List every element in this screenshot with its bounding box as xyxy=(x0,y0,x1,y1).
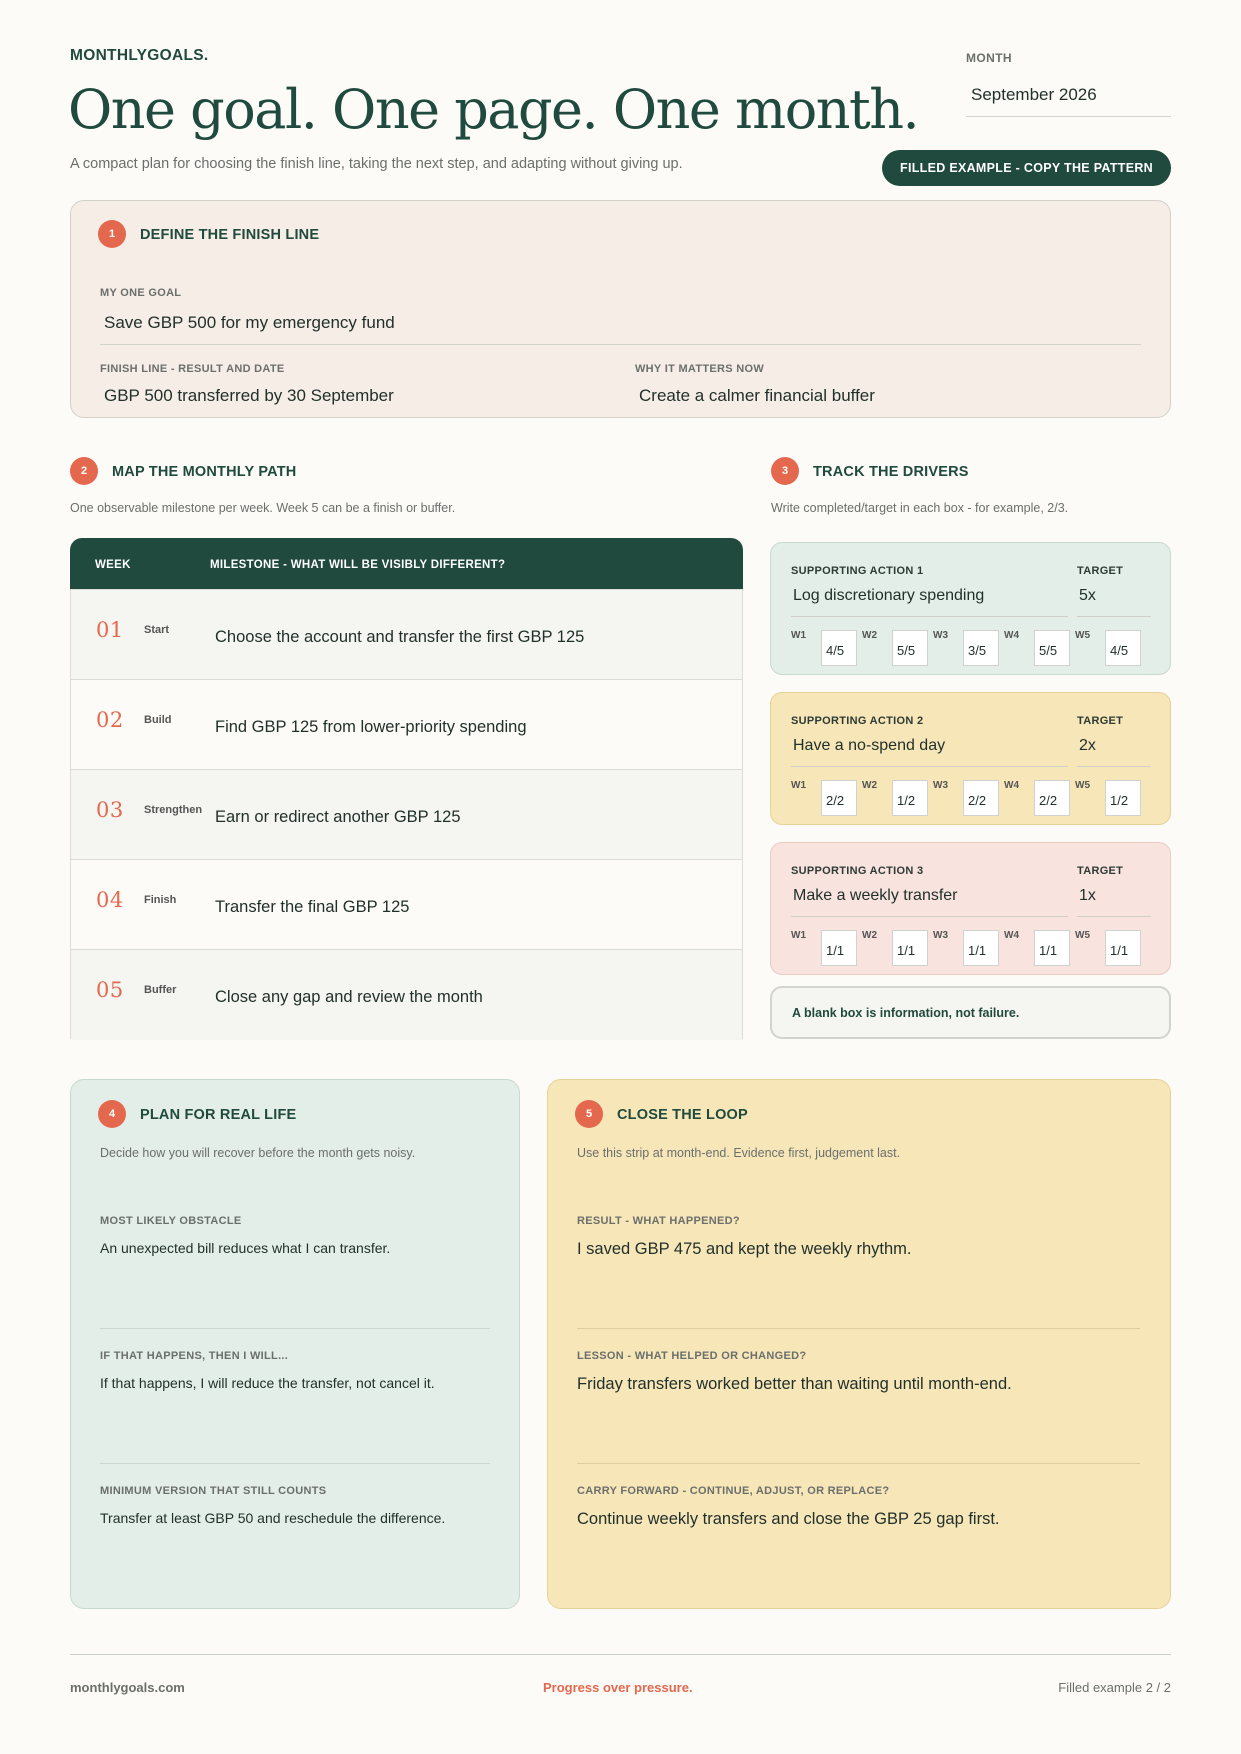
carry-forward-field[interactable]: Continue weekly transfers and close the GBP 25 gap first. xyxy=(577,1510,1000,1528)
driver-target-field[interactable]: 5x xyxy=(1077,587,1151,617)
section-title: MAP THE MONTHLY PATH xyxy=(112,464,297,480)
week-label: W3 xyxy=(933,780,948,791)
week-tally-box[interactable]: 3/5 xyxy=(963,630,999,666)
define-finish-line-card xyxy=(70,200,1171,418)
section-title: PLAN FOR REAL LIFE xyxy=(140,1107,297,1123)
week-tally-box[interactable]: 4/5 xyxy=(1105,630,1141,666)
if-then-label: IF THAT HAPPENS, THEN I WILL... xyxy=(100,1350,289,1362)
week-label: W1 xyxy=(791,930,806,941)
footer-tagline: Progress over pressure. xyxy=(543,1680,693,1695)
target-label: TARGET xyxy=(1077,715,1124,727)
week-stage: Build xyxy=(144,714,172,726)
week-stage: Strengthen xyxy=(144,804,203,816)
milestone-field[interactable]: Close any gap and review the month xyxy=(215,988,483,1006)
close-the-loop-card xyxy=(547,1079,1171,1609)
finish-line-field[interactable]: GBP 500 transferred by 30 September xyxy=(100,386,606,418)
goal-field[interactable]: Save GBP 500 for my emergency fund xyxy=(100,313,1141,345)
week-tally-box[interactable]: 2/2 xyxy=(1034,780,1070,816)
week-tally-box[interactable]: 2/2 xyxy=(821,780,857,816)
table-row xyxy=(71,770,742,860)
section-number-badge: 1 xyxy=(98,220,126,248)
result-field[interactable]: I saved GBP 475 and kept the weekly rhythm. xyxy=(577,1240,912,1258)
goal-label: MY ONE GOAL xyxy=(100,287,182,299)
lesson-label: LESSON - WHAT HELPED OR CHANGED? xyxy=(577,1350,807,1362)
footer-site: monthlygoals.com xyxy=(70,1680,185,1695)
week-number: 05 xyxy=(96,978,124,1002)
target-label: TARGET xyxy=(1077,865,1124,877)
week-number: 04 xyxy=(96,888,124,912)
week-tally-box[interactable]: 5/5 xyxy=(892,630,928,666)
filled-example-badge: FILLED EXAMPLE - COPY THE PATTERN xyxy=(882,150,1171,186)
week-label: W5 xyxy=(1075,630,1090,641)
week-label: W2 xyxy=(862,930,877,941)
table-row xyxy=(71,950,742,1040)
result-label: RESULT - WHAT HAPPENED? xyxy=(577,1215,740,1227)
table-row xyxy=(71,680,742,770)
section-title: TRACK THE DRIVERS xyxy=(813,464,969,480)
driver-action-field[interactable]: Have a no-spend day xyxy=(791,737,1068,767)
section-hint: Use this strip at month-end. Evidence first, judgement last. xyxy=(577,1146,901,1160)
week-label: W3 xyxy=(933,630,948,641)
week-stage: Buffer xyxy=(144,984,177,996)
week-number: 03 xyxy=(96,798,124,822)
divider xyxy=(577,1463,1140,1464)
week-tally-box[interactable]: 1/1 xyxy=(821,930,857,966)
week-label: W2 xyxy=(862,780,877,791)
milestone-field[interactable]: Choose the account and transfer the first GBP 125 xyxy=(215,628,585,646)
driver-card xyxy=(770,692,1171,825)
section-number-badge: 2 xyxy=(70,457,98,485)
footer-divider xyxy=(70,1654,1171,1655)
week-label: W4 xyxy=(1004,930,1019,941)
section-number-badge: 5 xyxy=(575,1100,603,1128)
week-label: W3 xyxy=(933,930,948,941)
week-label: W1 xyxy=(791,630,806,641)
obstacle-field[interactable]: An unexpected bill reduces what I can transfer. xyxy=(100,1240,391,1256)
week-tally-box[interactable]: 1/2 xyxy=(892,780,928,816)
month-field[interactable]: September 2026 xyxy=(966,85,1171,117)
page-subtitle: A compact plan for choosing the finish line, taking the next step, and adapting without giving up. xyxy=(70,156,683,172)
week-number: 02 xyxy=(96,708,124,732)
week-tally-box[interactable]: 1/1 xyxy=(1105,930,1141,966)
column-header-milestone: MILESTONE - WHAT WILL BE VISIBLY DIFFERENT? xyxy=(210,559,506,571)
week-tally-box[interactable]: 1/1 xyxy=(892,930,928,966)
section-hint: Write completed/target in each box - for example, 2/3. xyxy=(771,501,1069,515)
week-label: W1 xyxy=(791,780,806,791)
divider xyxy=(100,1463,490,1464)
driver-label: SUPPORTING ACTION 2 xyxy=(791,715,924,727)
driver-label: SUPPORTING ACTION 1 xyxy=(791,565,924,577)
driver-label: SUPPORTING ACTION 3 xyxy=(791,865,924,877)
driver-card xyxy=(770,542,1171,675)
week-number: 01 xyxy=(96,618,124,642)
milestone-table-header xyxy=(70,538,743,590)
section-title: DEFINE THE FINISH LINE xyxy=(140,227,320,243)
milestone-table xyxy=(70,589,743,1039)
plan-for-real-life-card xyxy=(70,1079,520,1609)
footer-page-number: Filled example 2 / 2 xyxy=(1058,1680,1171,1695)
week-tally-box[interactable]: 1/1 xyxy=(1034,930,1070,966)
blank-box-note: A blank box is information, not failure. xyxy=(770,986,1171,1039)
week-tally-box[interactable]: 2/2 xyxy=(963,780,999,816)
week-label: W5 xyxy=(1075,930,1090,941)
week-tally-box[interactable]: 1/1 xyxy=(963,930,999,966)
week-label: W4 xyxy=(1004,630,1019,641)
week-label: W4 xyxy=(1004,780,1019,791)
obstacle-label: MOST LIKELY OBSTACLE xyxy=(100,1215,242,1227)
if-then-field[interactable]: If that happens, I will reduce the transfer, not cancel it. xyxy=(100,1375,435,1391)
minimum-version-label: MINIMUM VERSION THAT STILL COUNTS xyxy=(100,1485,327,1497)
week-label: W5 xyxy=(1075,780,1090,791)
brand-logo: MONTHLYGOALS. xyxy=(70,47,209,64)
column-header-week: WEEK xyxy=(95,559,131,571)
week-stage: Start xyxy=(144,624,170,636)
carry-forward-label: CARRY FORWARD - CONTINUE, ADJUST, OR REPLACE? xyxy=(577,1485,890,1497)
milestone-field[interactable]: Earn or redirect another GBP 125 xyxy=(215,808,461,826)
section-hint: One observable milestone per week. Week 5 can be a finish or buffer. xyxy=(70,501,456,515)
driver-action-field[interactable]: Make a weekly transfer xyxy=(791,887,1068,917)
milestone-field[interactable]: Find GBP 125 from lower-priority spending xyxy=(215,718,527,736)
week-tally-box[interactable]: 5/5 xyxy=(1034,630,1070,666)
divider xyxy=(577,1328,1140,1329)
driver-card xyxy=(770,842,1171,975)
week-tally-box[interactable]: 1/2 xyxy=(1105,780,1141,816)
driver-target-field[interactable]: 1x xyxy=(1077,887,1151,917)
divider xyxy=(100,1328,490,1329)
target-label: TARGET xyxy=(1077,565,1124,577)
page-title: One goal. One page. One month. xyxy=(68,78,919,141)
minimum-version-field[interactable]: Transfer at least GBP 50 and reschedule the difference. xyxy=(100,1510,446,1526)
why-it-matters-label: WHY IT MATTERS NOW xyxy=(635,363,765,375)
section-hint: Decide how you will recover before the month gets noisy. xyxy=(100,1146,416,1160)
milestone-field[interactable]: Transfer the final GBP 125 xyxy=(215,898,410,916)
table-row xyxy=(71,860,742,950)
week-tally-box[interactable]: 4/5 xyxy=(821,630,857,666)
table-row xyxy=(71,590,742,680)
driver-action-field[interactable]: Log discretionary spending xyxy=(791,587,1068,617)
driver-target-field[interactable]: 2x xyxy=(1077,737,1151,767)
section-number-badge: 4 xyxy=(98,1100,126,1128)
week-label: W2 xyxy=(862,630,877,641)
section-number-badge: 3 xyxy=(771,457,799,485)
month-label: MONTH xyxy=(966,51,1012,65)
why-it-matters-field[interactable]: Create a calmer financial buffer xyxy=(635,386,1141,418)
section-title: CLOSE THE LOOP xyxy=(617,1107,748,1123)
week-stage: Finish xyxy=(144,894,177,906)
finish-line-label: FINISH LINE - RESULT AND DATE xyxy=(100,363,285,375)
lesson-field[interactable]: Friday transfers worked better than waiting until month-end. xyxy=(577,1375,1012,1393)
